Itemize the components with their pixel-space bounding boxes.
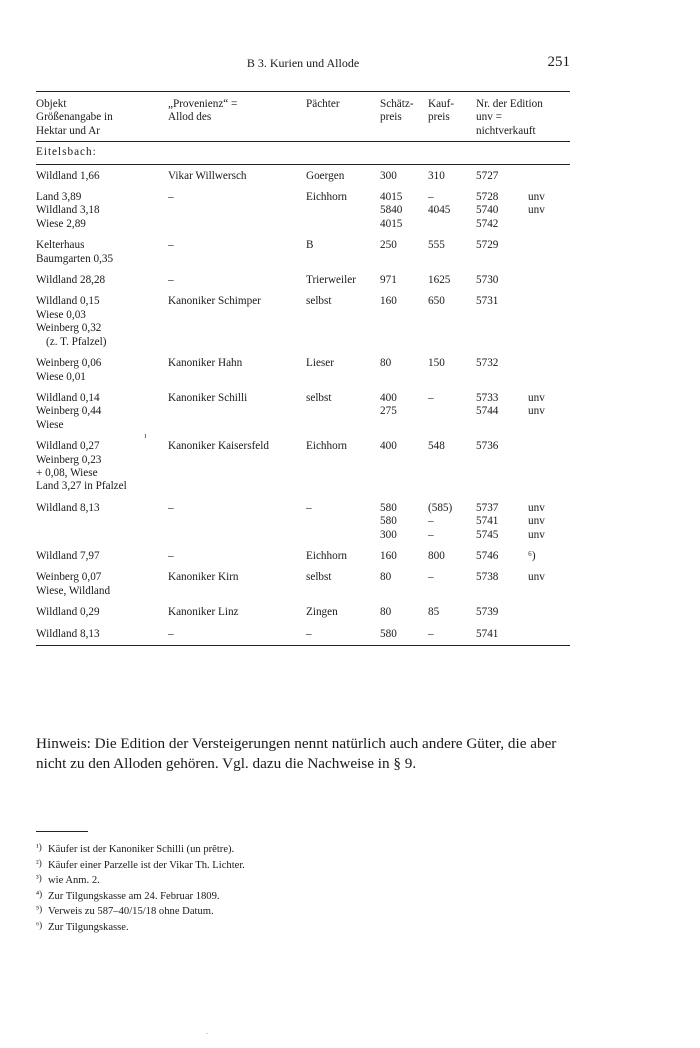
unv-cell-line: unv (528, 204, 545, 217)
objekt-line: Land 3,89 (36, 191, 82, 204)
paechter-cell: Lieser (306, 357, 334, 370)
schaetzpreis-cell (380, 566, 428, 601)
edition-nr-cell (476, 497, 528, 545)
objekt-line: Wildland 0,27 (36, 440, 100, 453)
table-row (36, 435, 570, 497)
unv-cell-line: unv (528, 405, 545, 418)
kaufpreis-cell-line: 310 (428, 169, 445, 182)
provenienz-cell: Kanoniker Kirn (168, 571, 239, 584)
edition-nr-cell-line: 5731 (476, 295, 499, 308)
footnotes (36, 841, 536, 935)
page-mark: . (206, 1027, 208, 1036)
objekt-line: Wildland 0,15 (36, 295, 100, 308)
objekt-line: Wildland 28,28 (36, 274, 106, 287)
schaetzpreis-cell-line: 80 (380, 571, 392, 584)
objekt-line: Kelterhaus (36, 239, 85, 252)
kaufpreis-cell-line: – (428, 571, 434, 584)
allod-table (36, 91, 570, 646)
unv-cell-line: unv (528, 391, 545, 404)
table-row (36, 186, 570, 234)
table-row (36, 545, 570, 566)
unv-cell-line: unv (528, 571, 545, 584)
edition-nr-cell (476, 387, 528, 435)
paechter-cell: – (306, 623, 380, 646)
paechter-cell: – (306, 501, 312, 514)
provenienz-cell: – (168, 501, 174, 514)
column-header-line: preis (428, 111, 450, 124)
footnote-mark: ⁶) (36, 919, 43, 930)
footnote-mark: ¹) (36, 842, 42, 852)
column-header-line: nichtverkauft (476, 124, 536, 137)
unv-cell (528, 497, 570, 545)
edition-nr-cell (476, 623, 528, 646)
kaufpreis-cell (428, 623, 476, 646)
paechter-cell: selbst (306, 391, 332, 404)
column-header-line: Hektar und Ar (36, 124, 100, 137)
paechter-cell: Zingen (306, 606, 338, 619)
schaetzpreis-cell (380, 234, 428, 269)
kaufpreis-cell (428, 497, 476, 545)
note-mark: ¹ (144, 432, 147, 443)
objekt-line: Wildland 8,13 (36, 627, 100, 640)
schaetzpreis-cell-line: 971 (380, 274, 397, 287)
provenienz-cell: Kanoniker Schimper (168, 295, 261, 308)
footnote-text: wie Anm. 2. (48, 875, 100, 887)
edition-nr-cell (476, 269, 528, 290)
edition-nr-cell-line: 5737 (476, 501, 499, 514)
provenienz-cell: – (168, 274, 174, 287)
paechter-cell: Trierweiler (306, 274, 356, 287)
kaufpreis-cell-line: 555 (428, 239, 445, 252)
paechter-cell: Eichhorn (306, 191, 348, 204)
edition-nr-cell-line: 5745 (476, 528, 499, 541)
objekt-line: Wildland 1,66 (36, 169, 100, 182)
unv-cell (528, 623, 570, 646)
table-row (36, 352, 570, 387)
objekt-line: Wiese 0,03 (36, 308, 86, 321)
edition-nr-cell (476, 352, 528, 387)
objekt-line: (z. T. Pfalzel) (46, 335, 107, 348)
schaetzpreis-cell (380, 601, 428, 622)
provenienz-cell: – (168, 549, 174, 562)
footnote (36, 857, 536, 873)
schaetzpreis-cell-line: 5840 (380, 204, 403, 217)
edition-nr-cell (476, 601, 528, 622)
objekt-line: Wildland 3,18 (36, 204, 100, 217)
paechter-cell: selbst (306, 571, 332, 584)
unv-cell (528, 164, 570, 186)
column-header-line: preis (380, 111, 402, 124)
table-row (36, 234, 570, 269)
table-row (36, 566, 570, 601)
edition-nr-cell-line: 5741 (476, 627, 499, 640)
kaufpreis-cell (428, 269, 476, 290)
schaetzpreis-cell-line: 300 (380, 169, 397, 182)
kaufpreis-cell (428, 290, 476, 352)
edition-nr-cell-line: 5739 (476, 606, 499, 619)
kaufpreis-cell-line: – (428, 528, 434, 541)
edition-nr-cell (476, 545, 528, 566)
footnote-mark: ⁴) (36, 888, 43, 899)
unv-cell (528, 601, 570, 622)
table-row (36, 290, 570, 352)
unv-cell (528, 352, 570, 387)
schaetzpreis-cell (380, 545, 428, 566)
kaufpreis-cell-line: 1625 (428, 274, 451, 287)
paechter-cell: Eichhorn (306, 549, 348, 562)
schaetzpreis-cell-line: 160 (380, 295, 397, 308)
footnote-rule (36, 831, 88, 832)
kaufpreis-cell (428, 435, 476, 497)
table-row (36, 164, 570, 186)
unv-cell (528, 234, 570, 269)
unv-cell (528, 545, 570, 566)
objekt-cell (36, 164, 168, 186)
running-head: B 3. Kurien und Allode (246, 56, 360, 70)
objekt-line: + 0,08, Wiese (36, 466, 98, 479)
kaufpreis-cell (428, 352, 476, 387)
schaetzpreis-cell-line: 4015 (380, 217, 403, 230)
schaetzpreis-cell-line: 580 (380, 515, 397, 528)
schaetzpreis-cell (380, 352, 428, 387)
footnote (36, 888, 536, 904)
edition-nr-cell-line: 5732 (476, 357, 499, 370)
paechter-cell: Goergen (306, 169, 345, 182)
objekt-line: Wildland 7,97 (36, 549, 100, 562)
table-body (36, 142, 570, 646)
schaetzpreis-cell-line: 580 (380, 627, 397, 640)
kaufpreis-cell-line: (585) (428, 501, 453, 514)
column-header-line: Kauf- (428, 98, 455, 110)
footnote-mark: ³) (36, 873, 42, 884)
footnote-mark: ⁵) (36, 904, 43, 915)
edition-nr-cell (476, 186, 528, 234)
kaufpreis-cell-line: – (428, 627, 434, 640)
provenienz-cell: – (168, 191, 174, 204)
objekt-cell (36, 352, 168, 387)
kaufpreis-cell-line: 150 (428, 357, 445, 370)
unv-cell (528, 435, 570, 497)
footnote (36, 841, 536, 857)
kaufpreis-cell (428, 387, 476, 435)
footnote-text: Zur Tilgungskasse am 24. Februar 1809. (48, 890, 220, 902)
paechter-cell: selbst (306, 295, 332, 308)
page-header (36, 54, 570, 74)
objekt-cell (36, 387, 168, 435)
edition-nr-cell-line: 5744 (476, 405, 499, 418)
objekt-line: Wiese, Wildland (36, 584, 111, 597)
provenienz-cell: – (168, 623, 306, 646)
kaufpreis-cell (428, 545, 476, 566)
objekt-cell (36, 432, 168, 497)
objekt-cell (36, 601, 168, 622)
unv-cell (528, 290, 570, 352)
footnote (36, 919, 536, 935)
column-header-line: Objekt (36, 98, 67, 110)
objekt-line: Baumgarten 0,35 (36, 252, 114, 265)
column-header-line: Pächter (306, 98, 340, 110)
kaufpreis-cell-line: – (428, 515, 434, 528)
edition-nr-cell (476, 164, 528, 186)
objekt-cell (36, 186, 168, 234)
edition-nr-cell-line: 5740 (476, 204, 499, 217)
column-header-line: Nr. der Edition (476, 98, 543, 110)
edition-nr-cell-line: 5742 (476, 217, 499, 230)
paechter-cell: Eichhorn (306, 440, 348, 453)
objekt-line: Wildland 0,29 (36, 606, 100, 619)
kaufpreis-cell (428, 566, 476, 601)
footnote (36, 872, 536, 888)
column-header-line: unv = (476, 111, 502, 124)
kaufpreis-cell (428, 164, 476, 186)
kaufpreis-cell-line: – (428, 191, 434, 204)
edition-nr-cell-line: 5746 (476, 549, 499, 562)
kaufpreis-cell-line: 650 (428, 295, 445, 308)
kaufpreis-cell-line: 548 (428, 440, 445, 453)
schaetzpreis-cell-line: 275 (380, 405, 397, 418)
schaetzpreis-cell (380, 290, 428, 352)
table-row (36, 623, 570, 646)
edition-nr-cell-line: 5741 (476, 515, 499, 528)
unv-cell-line: unv (528, 528, 545, 541)
objekt-line: Weinberg 0,32 (36, 322, 102, 335)
objekt-line: Weinberg 0,44 (36, 405, 102, 418)
footnote-text: Verweis zu 587–40/15/18 ohne Datum. (48, 906, 214, 918)
objekt-cell (36, 497, 168, 545)
kaufpreis-cell-line: 85 (428, 606, 440, 619)
provenienz-cell: Kanoniker Schilli (168, 391, 248, 404)
edition-nr-cell (476, 435, 528, 497)
schaetzpreis-cell-line: 80 (380, 357, 392, 370)
group-row (36, 142, 570, 164)
table-header-row (36, 92, 570, 142)
edition-nr-cell-line: 5727 (476, 169, 499, 182)
edition-nr-cell-line: 5733 (476, 391, 499, 404)
kaufpreis-cell-line: – (428, 391, 434, 404)
schaetzpreis-cell-line: 4015 (380, 191, 403, 204)
footnote-text: Käufer einer Parzelle ist der Vikar Th. Lichter. (48, 859, 245, 871)
objekt-line: Weinberg 0,07 (36, 571, 102, 584)
provenienz-cell: Kanoniker Hahn (168, 357, 243, 370)
objekt-cell (36, 566, 168, 601)
objekt-cell (36, 269, 168, 290)
unv-cell-line: unv (528, 501, 545, 514)
paechter-cell: B (306, 239, 314, 252)
objekt-line: Wiese 0,01 (36, 370, 86, 383)
kaufpreis-cell-line: 800 (428, 549, 445, 562)
unv-cell (528, 269, 570, 290)
footnote-mark: ²) (36, 857, 42, 868)
schaetzpreis-cell (380, 387, 428, 435)
schaetzpreis-cell (380, 497, 428, 545)
unv-cell (528, 566, 570, 601)
edition-nr-cell-line: 5736 (476, 440, 499, 453)
kaufpreis-cell (428, 234, 476, 269)
schaetzpreis-cell-line: 580 (380, 501, 397, 514)
footnote-text: Käufer ist der Kanoniker Schilli (un prêtre). (48, 844, 235, 855)
schaetzpreis-cell-line: 250 (380, 239, 397, 252)
edition-nr-cell-line: 5738 (476, 571, 499, 584)
provenienz-cell: Kanoniker Linz (168, 606, 239, 619)
objekt-line: Wiese (36, 418, 64, 431)
schaetzpreis-cell (380, 164, 428, 186)
unv-cell (528, 387, 570, 435)
edition-nr-cell-line: 5730 (476, 274, 499, 287)
kaufpreis-cell (428, 601, 476, 622)
edition-nr-cell-line: 5728 (476, 191, 499, 204)
table-row (36, 601, 570, 622)
objekt-cell (36, 623, 168, 646)
hint-paragraph: Hinweis: Die Edition der Versteigerungen nennt natürlich auch andere Güter, die aber nicht zu den Alloden gehören. Vgl. dazu die Nachweise in § 9. (36, 735, 557, 772)
column-header (306, 92, 380, 142)
column-header-line: Schätz- (380, 98, 414, 110)
table-row (36, 387, 570, 435)
kaufpreis-cell-line: 4045 (428, 204, 451, 217)
page-number: 251 (547, 54, 570, 70)
schaetzpreis-cell (380, 269, 428, 290)
provenienz-cell: Kanoniker Kaisersfeld (168, 440, 269, 453)
column-header (36, 92, 168, 142)
footnote (36, 903, 536, 919)
objekt-cell (36, 290, 168, 352)
schaetzpreis-cell-line: 400 (380, 440, 397, 453)
provenienz-cell: Vikar Willwersch (168, 169, 247, 182)
table-row (36, 497, 570, 545)
edition-nr-cell (476, 566, 528, 601)
group-label: Eitelsbach: (36, 142, 570, 164)
schaetzpreis-cell-line: 400 (380, 391, 397, 404)
table-row (36, 269, 570, 290)
unv-cell (528, 186, 570, 234)
objekt-line: Land 3,27 in Pfalzel (36, 480, 127, 493)
schaetzpreis-cell-line: 80 (380, 606, 392, 619)
objekt-line: Weinberg 0,23 (36, 453, 102, 466)
kaufpreis-cell (428, 186, 476, 234)
objekt-cell (36, 234, 168, 269)
unv-cell-line: unv (528, 191, 545, 204)
objekt-line: Wiese 2,89 (36, 217, 86, 230)
schaetzpreis-cell (380, 186, 428, 234)
column-header (168, 92, 306, 142)
objekt-line: Wildland 0,14 (36, 391, 100, 404)
unv-cell-line: unv (528, 515, 545, 528)
schaetzpreis-cell-line: 300 (380, 528, 397, 541)
edition-nr-cell-line: 5729 (476, 239, 499, 252)
objekt-line: Wildland 8,13 (36, 501, 100, 514)
footnote-text: Zur Tilgungskasse. (48, 921, 129, 933)
edition-nr-cell (476, 290, 528, 352)
edition-nr-cell (476, 234, 528, 269)
unv-cell-line: ⁶) (528, 549, 536, 562)
provenienz-cell: – (168, 239, 174, 252)
column-header (428, 92, 476, 142)
column-header (476, 92, 570, 142)
column-header-line: Allod des (168, 111, 212, 124)
column-header-line: „Provenienz“ = (168, 98, 238, 110)
schaetzpreis-cell (380, 623, 428, 646)
column-header-line: Größenangabe in (36, 111, 113, 124)
objekt-cell (36, 545, 168, 566)
objekt-line: Weinberg 0,06 (36, 357, 102, 370)
column-header (380, 92, 428, 142)
schaetzpreis-cell-line: 160 (380, 549, 397, 562)
schaetzpreis-cell (380, 435, 428, 497)
